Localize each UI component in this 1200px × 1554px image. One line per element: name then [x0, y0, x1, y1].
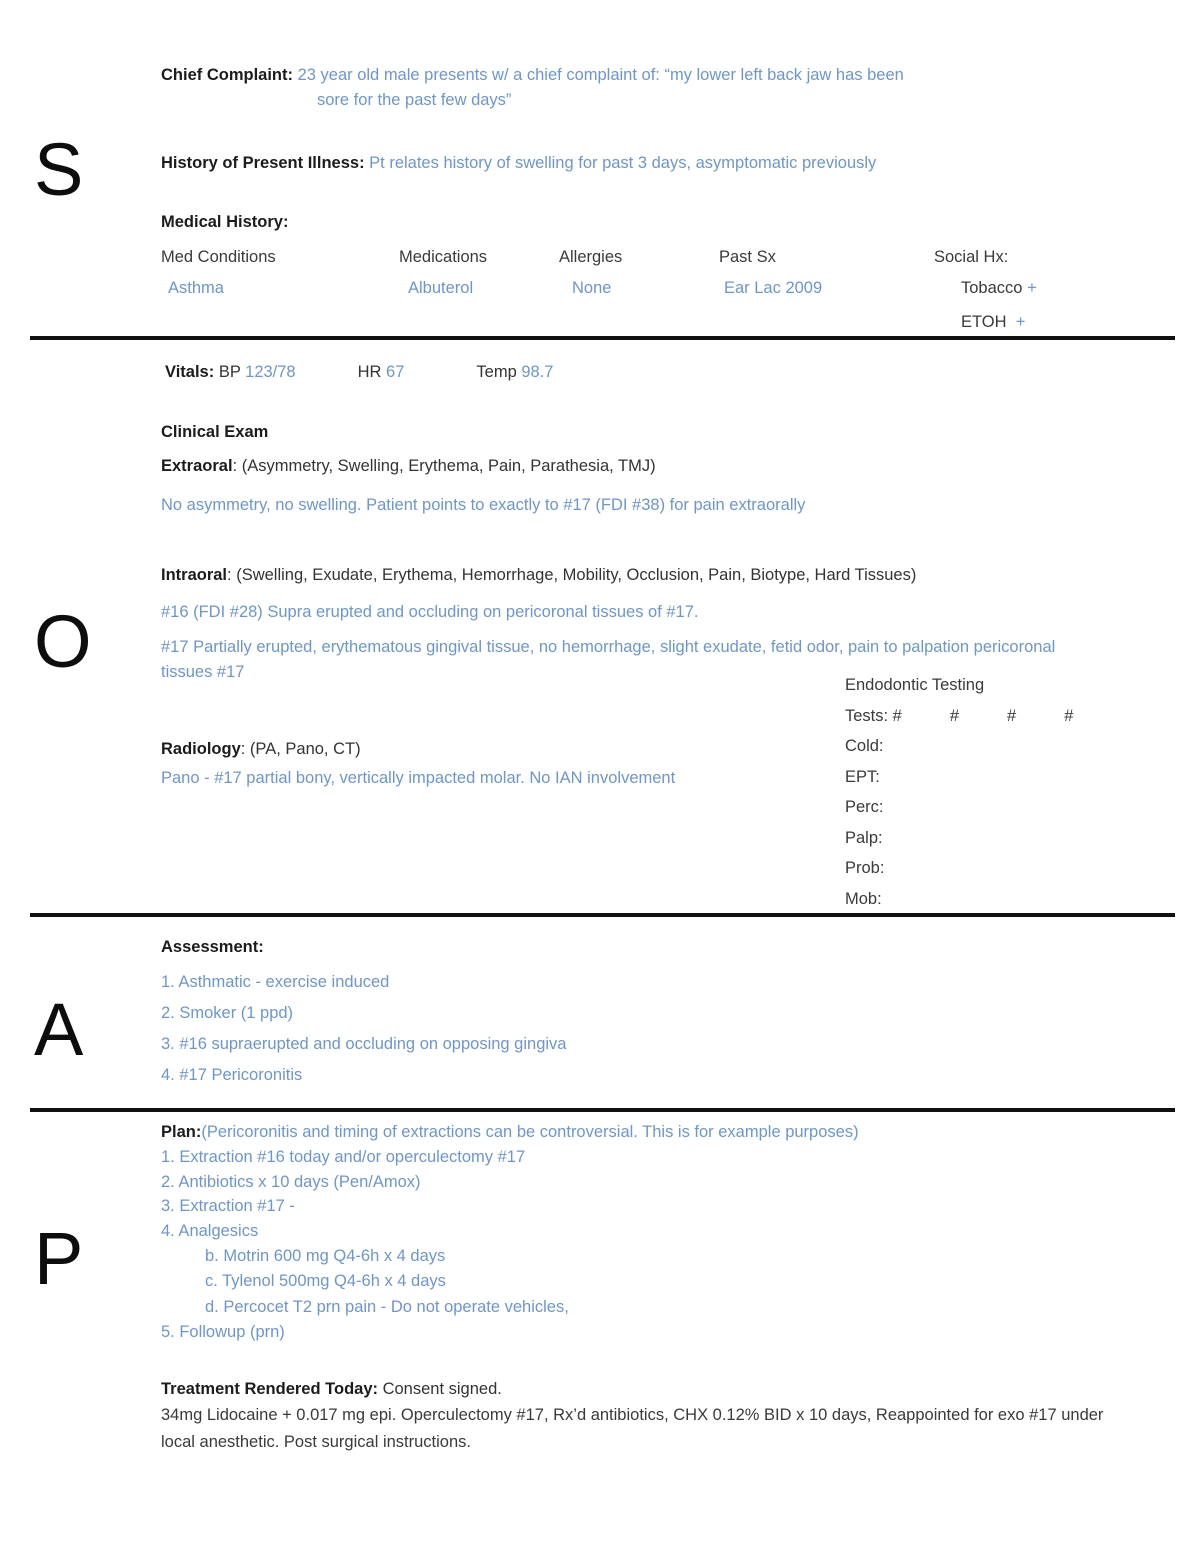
plan-sub-item: c. Tylenol 500mg Q4-6h x 4 days [205, 1272, 446, 1291]
soap-letter-objective: O [34, 600, 92, 683]
social-history-etoh [934, 310, 1134, 335]
radiology-findings: Pano - #17 partial bony, vertically impacted molar. No IAN involvement [161, 769, 676, 787]
intraoral-label: Intraoral [161, 566, 228, 584]
assessment-title: Assessment: [161, 938, 264, 956]
social-history-tobacco [934, 276, 1134, 301]
section-divider-subjective [30, 336, 1175, 340]
etoh-value: + [1015, 313, 1026, 331]
bp-value: 123/78 [245, 363, 296, 381]
chief-complaint-text-1: 23 year old male presents w/ a chief complaint of: “my lower left back jaw has been [297, 66, 904, 84]
med-conditions-header: Med Conditions [161, 248, 276, 266]
chief-complaint-label: Chief Complaint: [161, 66, 293, 84]
treatment-rendered-block [161, 1376, 1121, 1456]
treatment-rendered-body: 34mg Lidocaine + 0.017 mg epi. Operculectomy #17, Rx’d antibiotics, CHX 0.12% BID x 10 days, Reappointed for exo #17 under local anesthetic. Post surgical instructions. [161, 1406, 1104, 1451]
plan-sub-item: d. Percocet T2 prn pain - Do not operate vehicles, [205, 1297, 569, 1316]
treatment-rendered-header [161, 1376, 1121, 1402]
hpi-value: Pt relates history of swelling for past 3 days, asymptomatic previously [369, 154, 877, 172]
endodontic-tooth-slot-4[interactable]: # [1064, 706, 1074, 725]
plan-item: 3. Extraction #17 - [161, 1197, 295, 1216]
radiology-prompt-row [161, 737, 361, 762]
section-divider-assessment [30, 1108, 1175, 1112]
chief-complaint-text-2: sore for the past few days” [317, 91, 512, 109]
plan-sub-item: b. Motrin 600 mg Q4-6h x 4 days [205, 1246, 446, 1265]
plan-item-followup: 5. Followup (prn) [161, 1323, 285, 1342]
medical-history-title: Medical History: [161, 213, 289, 231]
chief-complaint-block [161, 63, 1161, 113]
medical-history-grid [161, 245, 1161, 335]
intraoral-finding-1: #16 (FDI #28) Supra erupted and occluding on pericoronal tissues of #17. [161, 603, 699, 621]
soap-letter-assessment: A [34, 988, 84, 1071]
chief-complaint-line-1 [161, 63, 1161, 88]
history-of-present-illness-block [161, 151, 876, 176]
bp-label: BP [218, 363, 241, 381]
plan-item: 2. Antibiotics x 10 days (Pen/Amox) [161, 1172, 421, 1191]
endodontic-row-ept: EPT: [845, 767, 880, 786]
social-history-header: Social Hx: [934, 248, 1009, 266]
vitals-row [165, 360, 553, 385]
tobacco-label: Tobacco [961, 279, 1023, 297]
soap-letter-subjective: S [34, 128, 84, 211]
endodontic-row-prob: Prob: [845, 859, 885, 877]
extraoral-prompt-row [161, 454, 656, 479]
tobacco-value: + [1027, 279, 1037, 297]
assessment-block [161, 935, 566, 1091]
medications-column [399, 245, 559, 335]
temp-value: 98.7 [521, 363, 554, 381]
radiology-prompts: : (PA, Pano, CT) [240, 740, 361, 758]
intraoral-prompt-row [161, 563, 916, 588]
temp-label: Temp [476, 363, 517, 381]
assessment-item: 3. #16 supraerupted and occluding on opposing gingiva [161, 1035, 567, 1053]
medications-header: Medications [399, 248, 488, 266]
assessment-item: 1. Asthmatic - exercise induced [161, 973, 390, 991]
radiology-label: Radiology [161, 740, 241, 758]
med-conditions-value: Asthma [168, 279, 224, 297]
hr-label: HR [357, 363, 382, 381]
plan-item: 1. Extraction #16 today and/or operculectomy #17 [161, 1148, 526, 1166]
hpi-label: History of Present Illness: [161, 154, 365, 172]
plan-item: 4. Analgesics [161, 1222, 259, 1241]
endodontic-row-perc: Perc: [845, 798, 884, 816]
past-surgery-value: Ear Lac 2009 [724, 279, 823, 297]
assessment-item: 4. #17 Pericoronitis [161, 1066, 303, 1084]
medical-history-block [161, 210, 1171, 335]
medications-value: Albuterol [408, 279, 474, 297]
hr-value: 67 [386, 363, 405, 381]
extraoral-prompts: : (Asymmetry, Swelling, Erythema, Pain, Parathesia, TMJ) [232, 457, 656, 475]
soap-letter-plan: P [34, 1217, 84, 1300]
allergies-header: Allergies [559, 248, 623, 266]
endodontic-testing-block [845, 670, 1145, 914]
endodontic-tests-row [845, 701, 1145, 732]
treatment-rendered-label: Treatment Rendered Today: [161, 1380, 378, 1398]
assessment-item: 2. Smoker (1 ppd) [161, 1004, 294, 1022]
allergies-column [559, 245, 719, 335]
endodontic-row-palp: Palp: [845, 828, 883, 847]
treatment-consent: Consent signed. [382, 1380, 502, 1398]
plan-note: (Pericoronitis and timing of extractions can be controversial. This is for example purposes) [201, 1123, 859, 1141]
vitals-label: Vitals: [165, 363, 215, 381]
endodontic-tooth-slot-2[interactable]: # [949, 706, 960, 725]
extraoral-findings: No asymmetry, no swelling. Patient points to exactly to #17 (FDI #38) for pain extraorally [161, 496, 806, 514]
endodontic-row-mob: Mob: [845, 889, 882, 908]
extraoral-label: Extraoral [161, 457, 233, 475]
past-surgery-header: Past Sx [719, 248, 776, 266]
past-surgery-column [719, 245, 934, 335]
plan-block [161, 1120, 1161, 1345]
endodontic-testing-title: Endodontic Testing [845, 676, 985, 694]
etoh-label: ETOH [961, 313, 1007, 331]
plan-header-row [161, 1120, 1161, 1145]
plan-label: Plan: [161, 1123, 202, 1141]
endodontic-row-cold: Cold: [845, 737, 884, 755]
vitals-label-text: Vitals [165, 363, 209, 381]
intraoral-finding-2: #17 Partially erupted, erythematous gingival tissue, no hemorrhage, slight exudate, fetid odor, pain to palpation pericoronal tissues #17 [161, 638, 1056, 681]
endodontic-tooth-slot-3[interactable]: # [1007, 706, 1017, 725]
med-conditions-column [161, 245, 399, 335]
social-history-column [934, 245, 1134, 335]
chief-complaint-line-2 [161, 88, 1161, 113]
clinical-exam-title: Clinical Exam [161, 423, 269, 441]
allergies-value: None [572, 279, 612, 297]
intraoral-prompts: : (Swelling, Exudate, Erythema, Hemorrhage, Mobility, Occlusion, Pain, Biotype, Hard Tissues) [227, 566, 917, 584]
endodontic-tests-label: Tests: # [845, 706, 902, 725]
